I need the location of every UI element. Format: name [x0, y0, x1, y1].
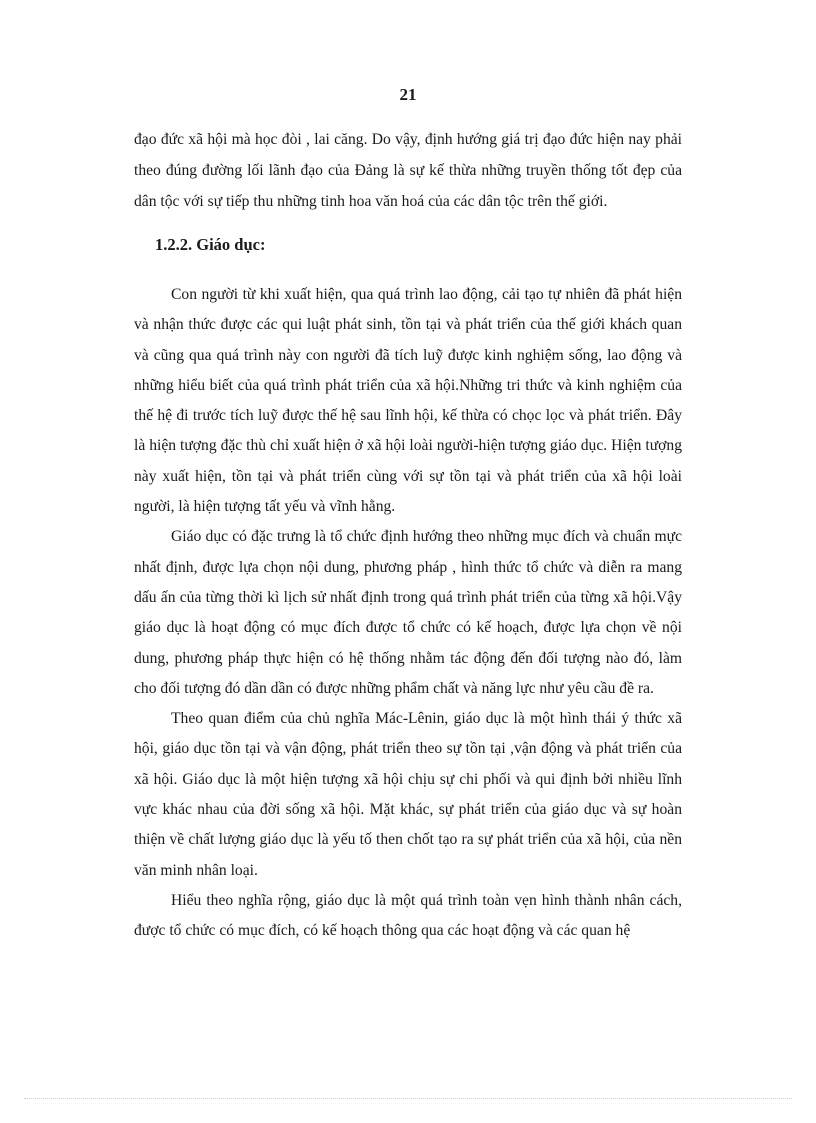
body-paragraph: Theo quan điểm của chủ nghĩa Mác-Lênin, giáo dục là một hình thái ý thức xã hội, giáo dục tồn tại và vận động, phát triển theo sự tồn tại ,vận động và phát triển của xã hội. Giáo dục là một hiện tượng xã hội chịu sự chi phối và qui định bởi nhiều lĩnh vực khác nhau của đời sống xã hội. Mặt khác, sự phát triển của giáo dục và sự hoàn thiện về chất lượng giáo dục là yếu tố then chốt tạo ra sự phát triển của xã hội, của nền văn minh nhân loại. — [134, 710, 682, 879]
body-paragraph: Giáo dục có đặc trưng là tổ chức định hướng theo những mục đích và chuẩn mực nhất định, được lựa chọn nội dung, phương pháp , hình thức tổ chức và diễn ra mang dấu ấn của từng thời kì lịch sử nhất định trong quá trình phát triển của từng xã hội.Vậy giáo dục là hoạt động có mục đích được tổ chức có kế hoạch, được lựa chọn về nội dung, phương pháp thực hiện có hệ thống nhằm tác động đến đối tượng nào đó, làm cho đối tượng đó dần dần có được những phẩm chất và năng lực như yêu cầu đề ra. — [134, 528, 682, 697]
page-number: 21 — [399, 85, 417, 104]
page-bottom-divider — [24, 1098, 792, 1099]
body-paragraph: Con người từ khi xuất hiện, qua quá trình lao động, cải tạo tự nhiên đã phát hiện và nhận thức được các qui luật phát sinh, tồn tại và phát triển của thế giới khách quan và cũng qua quá trình này con người đã tích luỹ được kinh nghiệm sống, lao động và những hiểu biết của quá trình phát triển của xã hội.Những tri thức và kinh nghiệm của thế hệ đi trước tích luỹ được thế hệ sau lĩnh hội, kế thừa có chọc lọc và phát triển. Đây là hiện tượng đặc thù chỉ xuất hiện ở xã hội loài người-hiện tượng giáo dục. Hiện tượng này xuất hiện, tồn tại và phát triển cùng với sự tồn tại và phát triển của xã hội loài người, là hiện tượng tất yếu và vĩnh hằng. — [134, 286, 682, 516]
body-paragraph: Hiểu theo nghĩa rộng, giáo dục là một quá trình toàn vẹn hình thành nhân cách, được tổ chức có mục đích, có kế hoạch thông qua các hoạt động và các quan hệ — [134, 891, 682, 940]
continuation-paragraph: đạo đức xã hội mà học đòi , lai căng. Do vậy, định hướng giá trị đạo đức hiện nay phải theo đúng đường lối lãnh đạo của Đảng là sự kế thừa những truyền thống tốt đẹp của dân tộc với sự tiếp thu những tinh hoa văn hoá của các dân tộc trên thế giới. — [134, 131, 682, 210]
section-heading: 1.2.2. Giáo dục: — [155, 235, 266, 254]
section-body — [134, 280, 682, 947]
